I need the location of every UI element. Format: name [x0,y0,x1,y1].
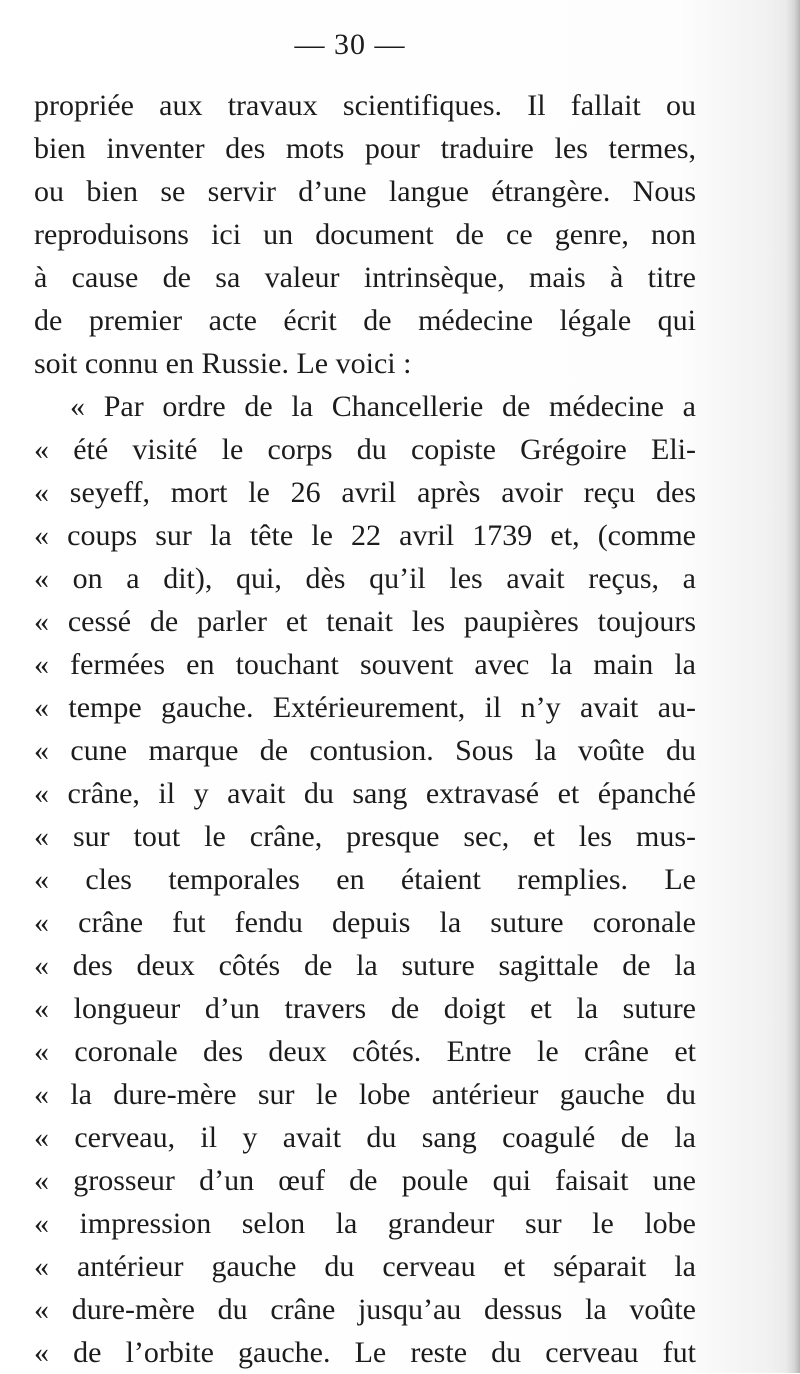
quoted-line: « la dure-mère sur le lobe antérieur gauche du [34,1078,696,1111]
page-number: — 30 — [294,28,406,61]
quoted-line: « cles temporales en étaient remplies. Le [34,863,696,896]
quoted-line: « cessé de parler et tenait les paupières toujours [34,605,696,638]
text-line: bien inventer des mots pour traduire les termes, [34,132,696,165]
quoted-line: « dure-mère du crâne jusqu’au dessus la voûte [34,1293,696,1326]
quoted-line: « Par ordre de la Chancellerie de médecine a [70,390,696,423]
quoted-line: « antérieur gauche du cerveau et séparait la [34,1250,696,1283]
text-line: à cause de sa valeur intrinsèque, mais à titre [34,261,696,294]
text-line: reproduisons ici un document de ce genre, non [34,218,696,251]
quoted-line: « cerveau, il y avait du sang coagulé de la [34,1121,696,1154]
quoted-line: « des deux côtés de la suture sagittale de la [34,949,696,982]
quoted-line: « crâne fut fendu depuis la suture coronale [34,906,696,939]
quoted-line: « coups sur la tête le 22 avril 1739 et, (comme [34,519,696,552]
quoted-line: « crâne, il y avait du sang extravasé et épanché [34,777,696,810]
text-line: soit connu en Russie. Le voici : [34,347,412,380]
quoted-line: « tempe gauche. Extérieurement, il n’y avait au- [34,691,696,724]
quoted-line: « fermées en touchant souvent avec la main la [34,648,696,681]
body-text [34,84,696,1374]
text-line: propriée aux travaux scientifiques. Il fallait ou [34,89,696,122]
quoted-line: « on a dit), qui, dès qu’il les avait reçus, a [34,562,696,595]
quoted-line: « coronale des deux côtés. Entre le crâne et [34,1035,696,1068]
quoted-line: « été visité le corps du copiste Grégoire Eli- [34,433,696,466]
quoted-line: « cune marque de contusion. Sous la voûte du [34,734,696,767]
text-line: de premier acte écrit de médecine légale qui [34,304,696,337]
text-line: ou bien se servir d’une langue étrangère. Nous [34,175,696,208]
quoted-line: « impression selon la grandeur sur le lobe [34,1207,696,1240]
quoted-line: « longueur d’un travers de doigt et la suture [34,992,696,1025]
quoted-line: « sur tout le crâne, presque sec, et les mus- [34,820,696,853]
page-edge-shadow [786,0,800,1373]
quoted-line: « seyeff, mort le 26 avril après avoir reçu des [34,476,696,509]
quoted-line: « de l’orbite gauche. Le reste du cerveau fut [34,1336,696,1369]
quoted-line: « grosseur d’un œuf de poule qui faisait une [34,1164,696,1197]
